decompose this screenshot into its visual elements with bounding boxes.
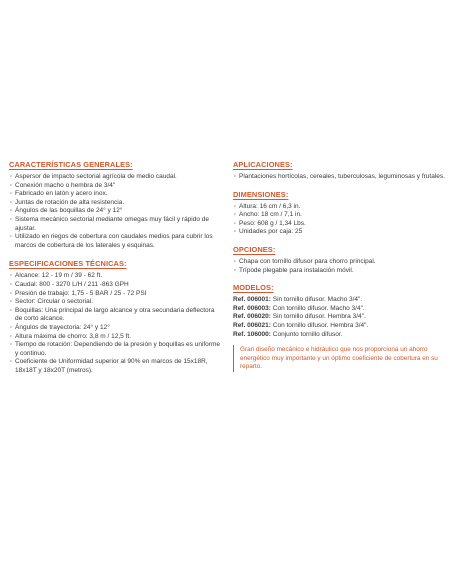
- list-item: · Plantaciones hortícolas, cereales, tuberculosas, leguminosas y frutales.: [233, 173, 445, 182]
- applications-list: [233, 173, 445, 182]
- right-column: [233, 160, 445, 372]
- list-item: · Presión de trabajo: 1,75 - 5 BAR / 25 - 72 PSI: [9, 290, 221, 299]
- list-item: · Boquillas: Una principal de largo alcance y otra secundaria deflectora de corto alcance.: [9, 307, 221, 324]
- dimensions-list: [233, 203, 445, 237]
- list-item: · Unidades por caja: 25: [233, 228, 445, 237]
- list-item: · Ángulos de las boquillas de 24° y 12°: [9, 207, 221, 216]
- options-heading: OPCIONES:: [233, 244, 276, 254]
- applications-heading: APLICACIONES:: [233, 160, 293, 169]
- list-item: · Coeficiente de Uniformidad superior al 90% en marcos de 15x18R, 18x18T y 18x20T (metros).: [9, 358, 221, 375]
- dimensions-heading: DIMENSIONES:: [233, 189, 289, 199]
- options-list: [233, 258, 445, 275]
- general-features-heading: CARACTERÍSTICAS GENERALES:: [9, 160, 133, 169]
- general-features-list: [9, 173, 221, 250]
- model-row: [233, 313, 445, 322]
- model-desc: Con tornillo difusor. Macho 3/4".: [272, 304, 365, 312]
- model-ref: Ref. 106000:: [233, 330, 271, 338]
- model-ref: Ref. 006003:: [233, 304, 271, 312]
- model-ref: Ref. 006020:: [233, 313, 271, 321]
- highlight-note: Gran diseño mecánico e hidráulico que nos proporciona un ahorro energético muy importante y un óptimo coeficiente de cobertura en su reparto.: [233, 345, 444, 372]
- model-row: [233, 305, 445, 314]
- list-item: · Altura máxima de chorro: 3,8 m / 12,5 ft.: [9, 333, 221, 342]
- list-item: · Juntas de rotación de alta resistencia.: [9, 199, 221, 208]
- model-desc: Con tornillo difusor. Hembra 3/4".: [272, 321, 369, 329]
- models-heading: MODELOS:: [233, 283, 274, 293]
- list-item: · Ancho: 18 cm / 7,1 in.: [233, 211, 445, 220]
- model-desc: Sin tornillo difusor. Hembra 3/4".: [272, 313, 366, 321]
- model-row: [233, 322, 445, 331]
- models-list: [233, 296, 445, 339]
- list-item: · Caudal: 800 - 3270 L/H / 211 -863 GPH: [9, 281, 221, 290]
- list-item: · Tiempo de rotación: Dependiendo de la presión y boquillas es uniforme y continuo.: [9, 341, 221, 358]
- technical-specs-heading: ESPECIFICACIONES TÉCNICAS:: [9, 259, 127, 269]
- list-item: · Conexión macho o hembra de 3/4": [9, 182, 221, 191]
- model-desc: Conjunto tornillo difusor.: [272, 330, 343, 338]
- list-item: · Trípode plegable para instalación móvil.: [233, 267, 445, 276]
- list-item: · Fabricado en latón y acero inox.: [9, 190, 221, 199]
- model-ref: Ref. 006021:: [233, 321, 271, 329]
- list-item: · Altura: 16 cm / 6,3 in.: [233, 203, 445, 212]
- model-ref: Ref. 006001:: [233, 296, 271, 304]
- list-item: · Ángulos de trayectoria: 24° y 12°: [9, 324, 221, 333]
- list-item: · Sector: Circular o sectorial.: [9, 298, 221, 307]
- model-row: [233, 331, 445, 340]
- list-item: · Sistema mecánico sectorial mediante omegas muy fácil y rápido de ajustar.: [9, 216, 221, 233]
- model-desc: Sin tornillo difusor. Macho 3/4".: [272, 296, 363, 304]
- technical-specs-list: [9, 272, 221, 375]
- list-item: · Aspersor de impacto sectorial agrícola de medio caudal.: [9, 173, 221, 182]
- list-item: · Peso: 608 g / 1,34 Lbs.: [233, 220, 445, 229]
- model-row: [233, 296, 445, 305]
- list-item: · Chapa con tornillo difusor para chorro principal.: [233, 258, 445, 267]
- left-column: [9, 160, 221, 375]
- list-item: · Alcance: 12 - 19 m / 39 - 62 ft.: [9, 272, 221, 281]
- list-item: · Utilizado en riegos de cobertura con caudales medios para cubrir los marcos de cobertura de los laterales y esquinas.: [9, 233, 221, 250]
